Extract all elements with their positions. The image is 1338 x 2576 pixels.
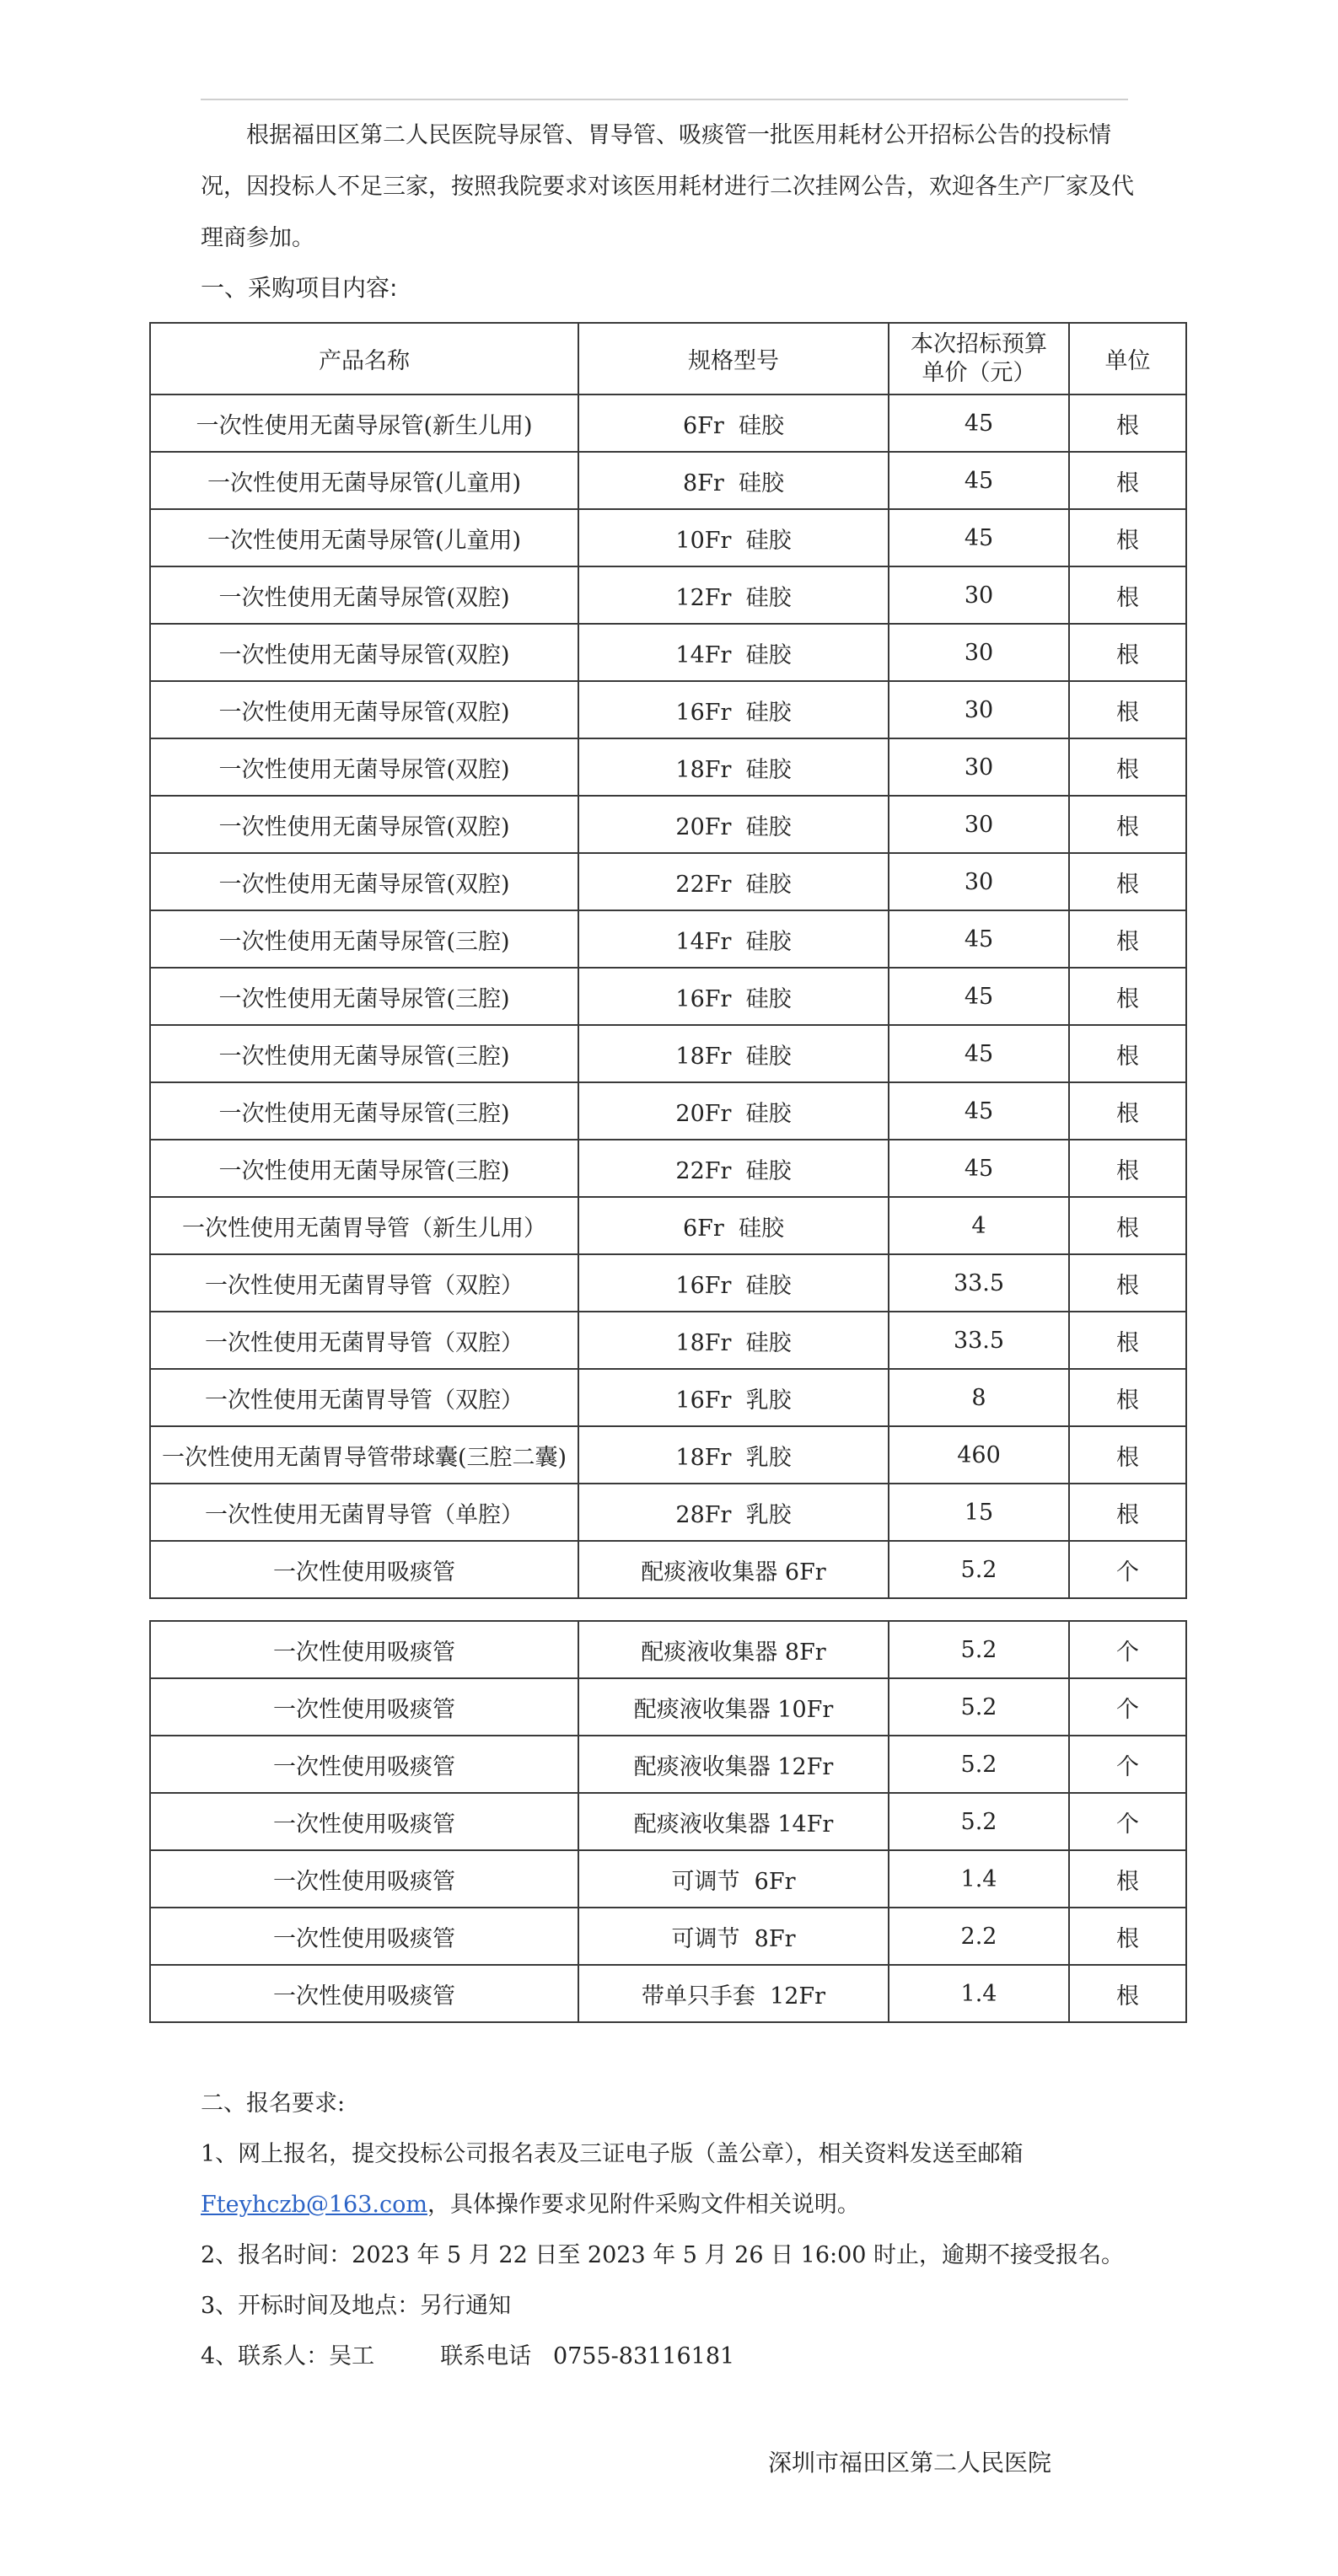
cell-price: 30 (889, 738, 1069, 796)
cell-product-name: 一次性使用无菌导尿管(三腔) (150, 910, 578, 968)
cell-product-name: 一次性使用无菌导尿管(三腔) (150, 1025, 578, 1082)
cell-product-name: 一次性使用无菌导尿管(儿童用) (150, 509, 578, 566)
table-row (150, 509, 1186, 566)
cell-spec: 10Fr 硅胶 (578, 509, 889, 566)
cell-product-name: 一次性使用无菌胃导管（新生儿用） (150, 1197, 578, 1254)
cell-spec: 6Fr 硅胶 (578, 394, 889, 452)
cell-spec: 22Fr 硅胶 (578, 853, 889, 910)
cell-product-name: 一次性使用吸痰管 (150, 1736, 578, 1793)
cell-product-name: 一次性使用无菌导尿管(三腔) (150, 1140, 578, 1197)
cell-unit: 根 (1069, 1426, 1186, 1484)
cell-spec: 18Fr 硅胶 (578, 738, 889, 796)
cell-spec: 16Fr 硅胶 (578, 968, 889, 1025)
signature: 深圳市福田区第二人民医院 (768, 2449, 1052, 2477)
cell-price: 30 (889, 566, 1069, 624)
intro-paragraph: 根据福田区第二人民医院导尿管、胃导管、吸痰管一批医用耗材公开招标公告的投标情况，因投标人不足三家，按照我院要求对该医用耗材进行二次挂网公告，欢迎各生产厂家及代理商参加。 (201, 122, 1134, 251)
header-budget-price-line1: 本次招标预算 (911, 330, 1047, 357)
cell-unit: 根 (1069, 853, 1186, 910)
cell-unit: 个 (1069, 1736, 1186, 1793)
requirement-item-1b (201, 2180, 1145, 2230)
table-row (150, 1025, 1186, 1082)
cell-spec: 可调节 6Fr (578, 1850, 889, 1908)
cell-price: 33.5 (889, 1312, 1069, 1369)
requirements-section (201, 2079, 1145, 2382)
cell-spec: 6Fr 硅胶 (578, 1197, 889, 1254)
cell-spec: 16Fr 硅胶 (578, 1254, 889, 1312)
cell-product-name: 一次性使用吸痰管 (150, 1678, 578, 1736)
requirement-item-1b-text: ，具体操作要求见附件采购文件相关说明。 (427, 2192, 860, 2218)
cell-unit: 根 (1069, 681, 1186, 738)
cell-unit: 根 (1069, 509, 1186, 566)
cell-price: 30 (889, 796, 1069, 853)
table-row (150, 452, 1186, 509)
table-row (150, 681, 1186, 738)
cell-unit: 个 (1069, 1793, 1186, 1850)
cell-price: 33.5 (889, 1254, 1069, 1312)
cell-unit: 根 (1069, 738, 1186, 796)
table-row (150, 910, 1186, 968)
cell-unit: 根 (1069, 1369, 1186, 1426)
cell-price: 45 (889, 1140, 1069, 1197)
table-row (150, 1484, 1186, 1541)
cell-product-name: 一次性使用无菌胃导管（双腔） (150, 1369, 578, 1426)
cell-price: 30 (889, 681, 1069, 738)
table-row (150, 1197, 1186, 1254)
table-header-row (150, 323, 1186, 394)
cell-product-name: 一次性使用吸痰管 (150, 1850, 578, 1908)
cell-price: 45 (889, 452, 1069, 509)
cell-unit: 根 (1069, 910, 1186, 968)
top-divider (201, 99, 1128, 100)
cell-unit: 根 (1069, 624, 1186, 681)
cell-price: 1.4 (889, 1850, 1069, 1908)
email-link[interactable]: Fteyhczb@163.com (201, 2192, 427, 2218)
cell-product-name: 一次性使用无菌胃导管带球囊(三腔二囊) (150, 1426, 578, 1484)
table-row (150, 1621, 1186, 1678)
cell-product-name: 一次性使用无菌导尿管(儿童用) (150, 452, 578, 509)
cell-spec: 16Fr 乳胶 (578, 1369, 889, 1426)
header-spec: 规格型号 (578, 323, 889, 394)
table-row (150, 853, 1186, 910)
cell-spec: 可调节 8Fr (578, 1908, 889, 1965)
cell-spec: 12Fr 硅胶 (578, 566, 889, 624)
cell-price: 45 (889, 910, 1069, 968)
cell-spec: 20Fr 硅胶 (578, 1082, 889, 1140)
cell-unit: 根 (1069, 796, 1186, 853)
cell-spec: 配痰液收集器 14Fr (578, 1793, 889, 1850)
cell-price: 5.2 (889, 1736, 1069, 1793)
cell-unit: 根 (1069, 1082, 1186, 1140)
cell-price: 2.2 (889, 1908, 1069, 1965)
cell-spec: 配痰液收集器 8Fr (578, 1621, 889, 1678)
cell-product-name: 一次性使用无菌胃导管（双腔） (150, 1312, 578, 1369)
cell-product-name: 一次性使用无菌胃导管（双腔） (150, 1254, 578, 1312)
cell-price: 5.2 (889, 1621, 1069, 1678)
table-row (150, 1369, 1186, 1426)
cell-unit: 根 (1069, 1850, 1186, 1908)
cell-price: 45 (889, 509, 1069, 566)
cell-product-name: 一次性使用无菌胃导管（单腔） (150, 1484, 578, 1541)
phone-label: 联系电话 (440, 2343, 532, 2369)
table-row (150, 624, 1186, 681)
cell-unit: 根 (1069, 1908, 1186, 1965)
cell-unit: 个 (1069, 1678, 1186, 1736)
procurement-table-part2 (149, 1620, 1187, 2023)
cell-price: 4 (889, 1197, 1069, 1254)
cell-spec: 14Fr 硅胶 (578, 624, 889, 681)
cell-unit: 个 (1069, 1621, 1186, 1678)
requirements-title: 二、报名要求: (201, 2090, 346, 2117)
cell-spec: 28Fr 乳胶 (578, 1484, 889, 1541)
cell-product-name: 一次性使用吸痰管 (150, 1908, 578, 1965)
contact-person: 4、联系人：吴工 (201, 2343, 375, 2369)
cell-price: 460 (889, 1426, 1069, 1484)
cell-product-name: 一次性使用无菌导尿管(三腔) (150, 1082, 578, 1140)
cell-spec: 22Fr 硅胶 (578, 1140, 889, 1197)
cell-unit: 根 (1069, 1965, 1186, 2022)
cell-unit: 根 (1069, 1484, 1186, 1541)
header-unit: 单位 (1069, 323, 1186, 394)
table-row (150, 394, 1186, 452)
cell-unit: 根 (1069, 394, 1186, 452)
table-row (150, 1426, 1186, 1484)
table-row (150, 968, 1186, 1025)
cell-spec: 18Fr 硅胶 (578, 1025, 889, 1082)
cell-product-name: 一次性使用吸痰管 (150, 1965, 578, 2022)
cell-unit: 根 (1069, 968, 1186, 1025)
cell-product-name: 一次性使用无菌导尿管(新生儿用) (150, 394, 578, 452)
cell-product-name: 一次性使用无菌导尿管(双腔) (150, 624, 578, 681)
cell-price: 5.2 (889, 1678, 1069, 1736)
cell-product-name: 一次性使用吸痰管 (150, 1793, 578, 1850)
cell-unit: 根 (1069, 1140, 1186, 1197)
table-row (150, 1541, 1186, 1598)
header-product-name: 产品名称 (150, 323, 578, 394)
table-row (150, 1254, 1186, 1312)
cell-spec: 16Fr 硅胶 (578, 681, 889, 738)
cell-unit: 根 (1069, 566, 1186, 624)
table-row (150, 566, 1186, 624)
header-budget-price (889, 323, 1069, 394)
table-row (150, 1850, 1186, 1908)
cell-spec: 带单只手套 12Fr (578, 1965, 889, 2022)
cell-product-name: 一次性使用无菌导尿管(双腔) (150, 738, 578, 796)
requirement-item-1a: 1、网上报名，提交投标公司报名表及三证电子版（盖公章），相关资料发送至邮箱 (201, 2141, 1024, 2167)
requirement-item-3: 3、开标时间及地点：另行通知 (201, 2293, 512, 2319)
table-row (150, 1678, 1186, 1736)
cell-spec: 14Fr 硅胶 (578, 910, 889, 968)
cell-product-name: 一次性使用无菌导尿管(双腔) (150, 681, 578, 738)
phone-number: 0755-83116181 (552, 2343, 735, 2369)
cell-unit: 根 (1069, 1312, 1186, 1369)
cell-price: 15 (889, 1484, 1069, 1541)
table-row (150, 796, 1186, 853)
cell-price: 45 (889, 968, 1069, 1025)
cell-price: 45 (889, 1082, 1069, 1140)
cell-unit: 根 (1069, 452, 1186, 509)
section1-title: 一、采购项目内容: (201, 274, 398, 302)
cell-spec: 配痰液收集器 10Fr (578, 1678, 889, 1736)
cell-spec: 20Fr 硅胶 (578, 796, 889, 853)
table-row (150, 1793, 1186, 1850)
cell-product-name: 一次性使用吸痰管 (150, 1621, 578, 1678)
table-row (150, 1312, 1186, 1369)
cell-product-name: 一次性使用吸痰管 (150, 1541, 578, 1598)
cell-product-name: 一次性使用无菌导尿管(双腔) (150, 566, 578, 624)
cell-spec: 18Fr 硅胶 (578, 1312, 889, 1369)
table-row (150, 1965, 1186, 2022)
cell-product-name: 一次性使用无菌导尿管(双腔) (150, 796, 578, 853)
cell-price: 5.2 (889, 1541, 1069, 1598)
table-row (150, 1736, 1186, 1793)
header-budget-price-line2: 单价（元） (922, 359, 1036, 386)
requirement-item-4 (201, 2332, 1145, 2382)
cell-spec: 8Fr 硅胶 (578, 452, 889, 509)
cell-spec: 配痰液收集器 6Fr (578, 1541, 889, 1598)
table-row (150, 1140, 1186, 1197)
cell-product-name: 一次性使用无菌导尿管(三腔) (150, 968, 578, 1025)
cell-unit: 根 (1069, 1197, 1186, 1254)
cell-unit: 根 (1069, 1025, 1186, 1082)
table-row (150, 1908, 1186, 1965)
procurement-table-part1 (149, 322, 1187, 1599)
cell-price: 1.4 (889, 1965, 1069, 2022)
requirement-item-2: 2、报名时间：2023 年 5 月 22 日至 2023 年 5 月 26 日 16:00 时止，逾期不接受报名。 (201, 2242, 1125, 2268)
cell-spec: 18Fr 乳胶 (578, 1426, 889, 1484)
cell-price: 30 (889, 853, 1069, 910)
cell-unit: 根 (1069, 1254, 1186, 1312)
cell-price: 5.2 (889, 1793, 1069, 1850)
cell-unit: 个 (1069, 1541, 1186, 1598)
cell-spec: 配痰液收集器 12Fr (578, 1736, 889, 1793)
cell-price: 45 (889, 394, 1069, 452)
table-row (150, 1082, 1186, 1140)
cell-price: 45 (889, 1025, 1069, 1082)
table-row (150, 738, 1186, 796)
cell-price: 30 (889, 624, 1069, 681)
cell-product-name: 一次性使用无菌导尿管(双腔) (150, 853, 578, 910)
cell-price: 8 (889, 1369, 1069, 1426)
